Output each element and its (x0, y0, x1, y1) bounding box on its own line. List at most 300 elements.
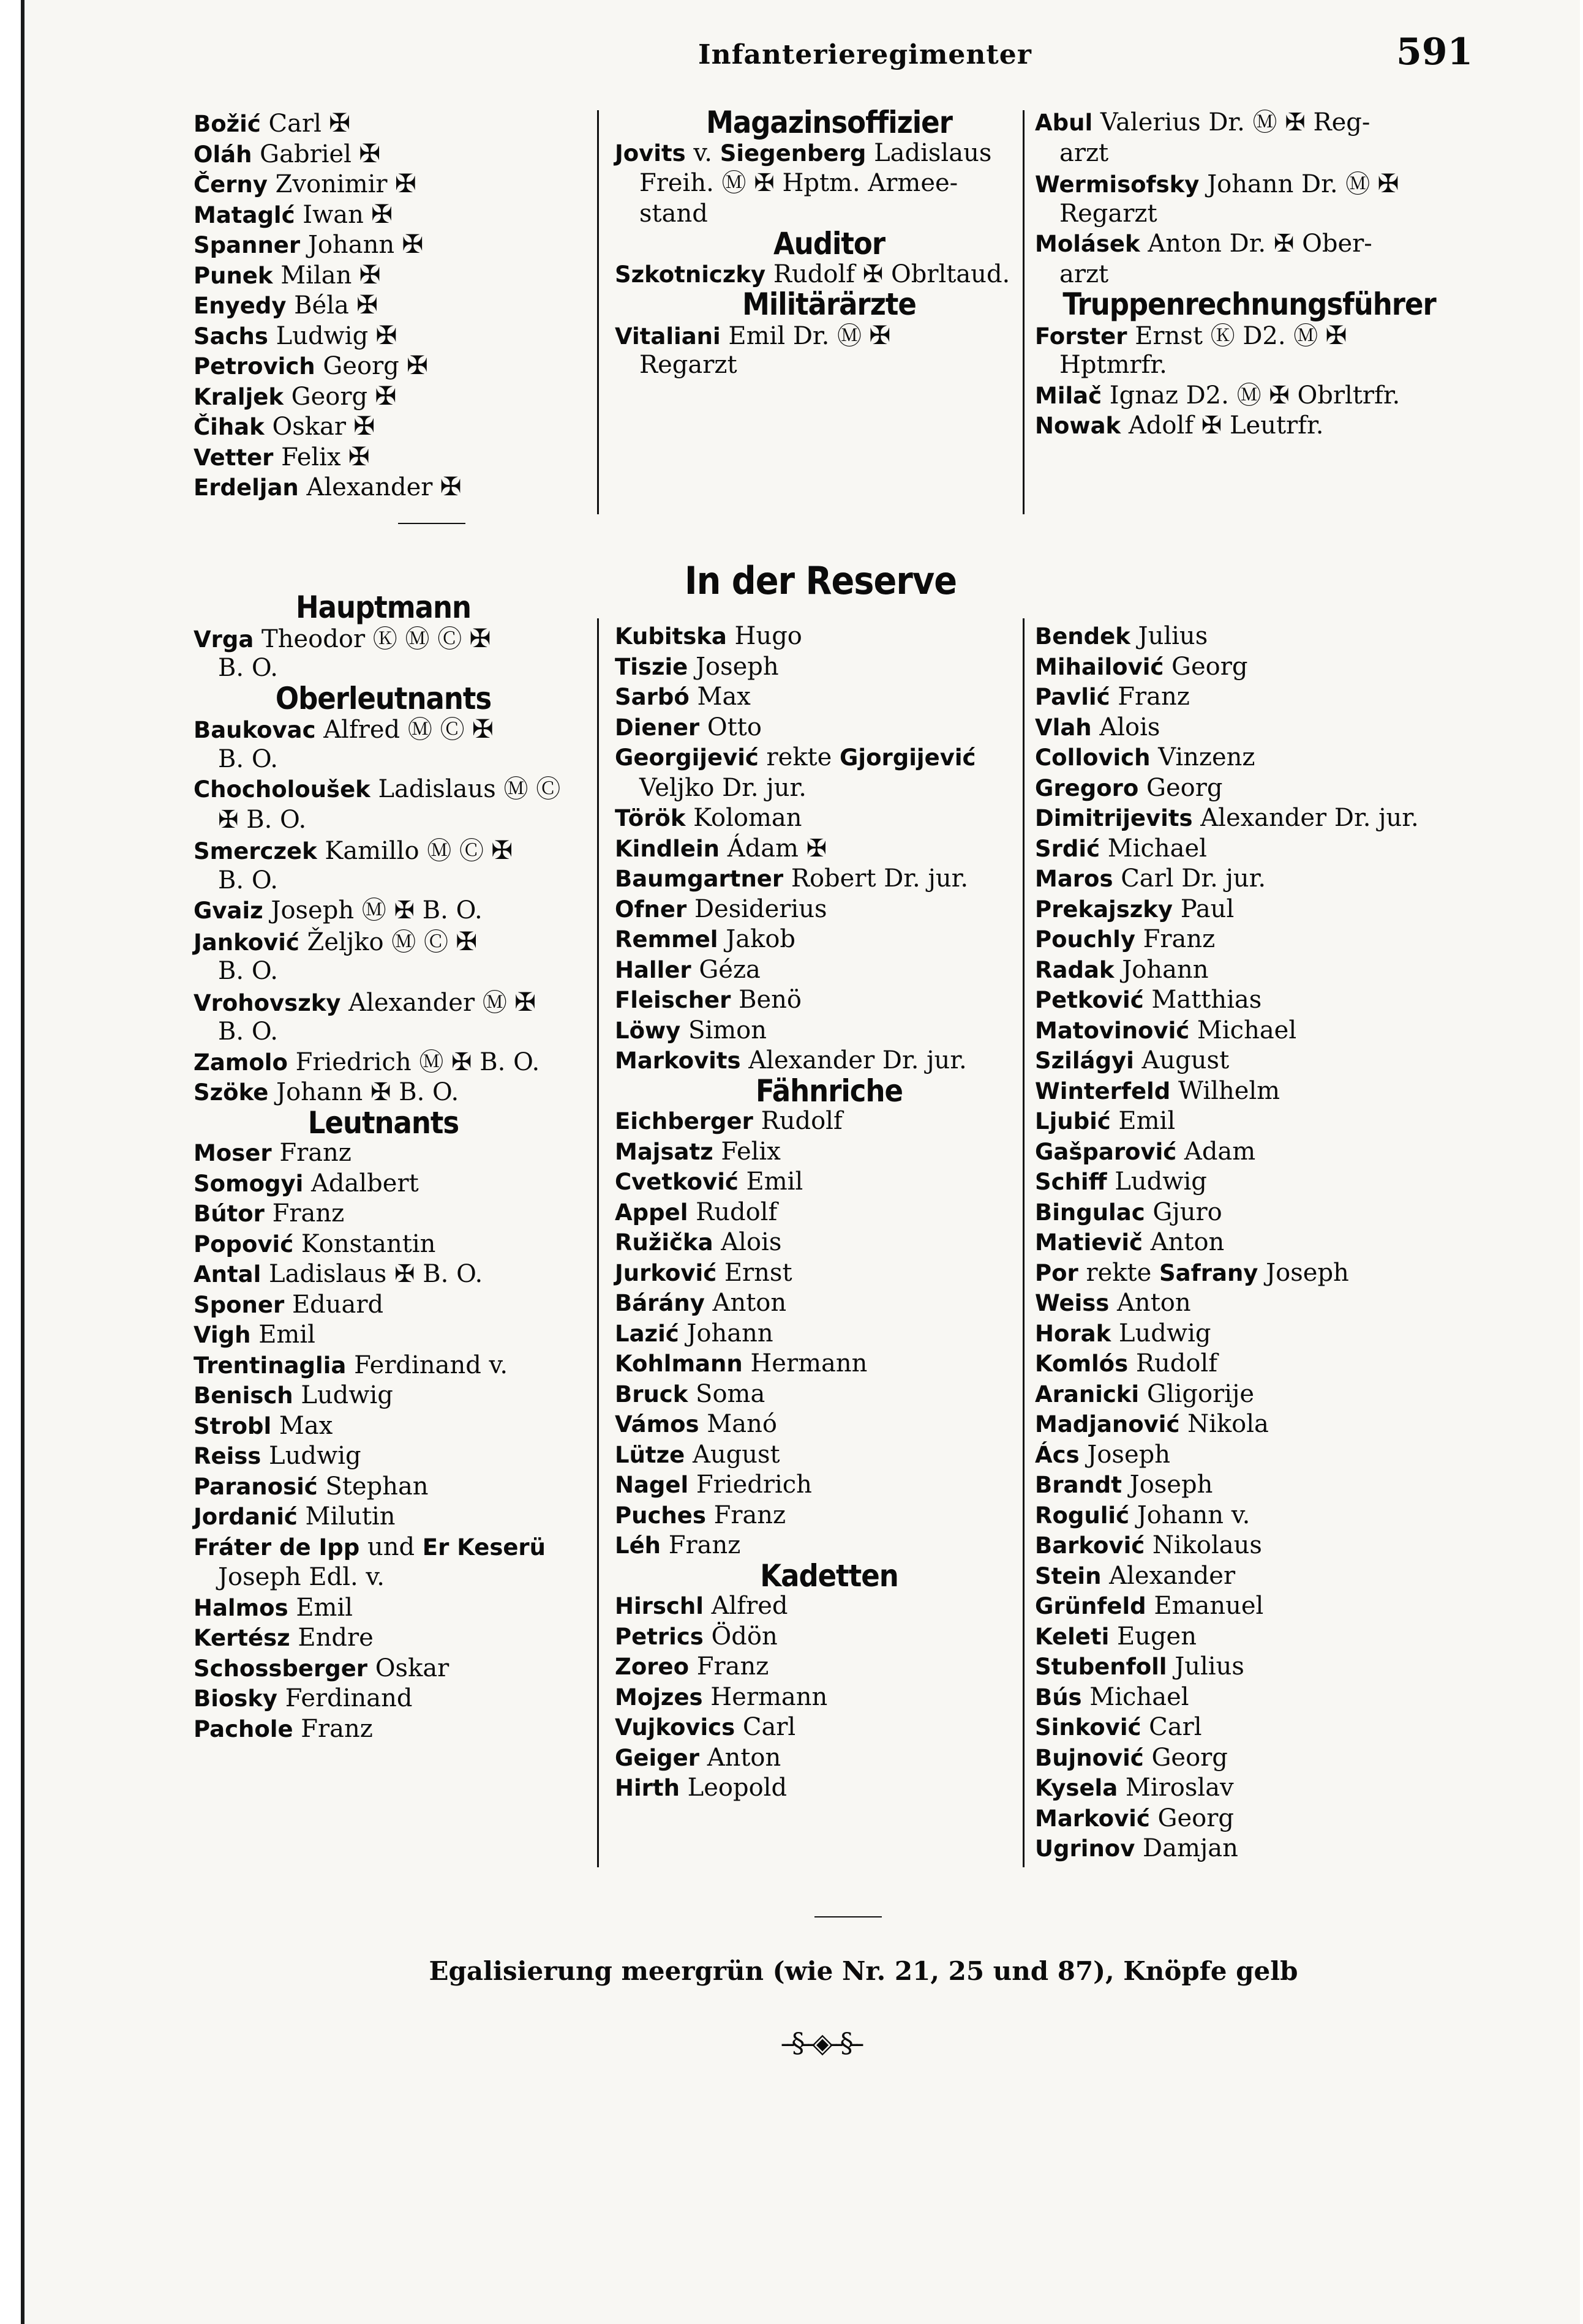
entry-detail: Željko Ⓜ Ⓒ (299, 928, 448, 956)
entry-detail: Endre (290, 1624, 374, 1652)
entry-detail: Gabriel (252, 140, 352, 168)
entry-detail: Adam (1176, 1137, 1256, 1166)
entry-surname: Baukovac (194, 717, 316, 743)
entry-detail: Hugo (726, 622, 802, 650)
entry-detail: Emil Dr. Ⓜ (720, 321, 862, 350)
entry-line (1035, 1652, 1464, 1682)
entry-line (1035, 1834, 1464, 1864)
entry-line (615, 985, 1043, 1016)
entry-line (194, 1714, 573, 1745)
reserve-heading: In der Reserve (684, 558, 957, 603)
entry-detail: B. O. (218, 1018, 278, 1046)
cross-icon: ✠ (328, 108, 351, 138)
entry-line (1035, 168, 1464, 199)
entry-detail: Joseph (1121, 1471, 1213, 1499)
spacer (194, 502, 573, 533)
entry-detail: Hptmrfr. (1059, 351, 1167, 379)
entry-surname: Aranicki (1035, 1381, 1140, 1408)
entry-surname: Smerczek (194, 838, 317, 864)
entry-surname: Madjanović (1035, 1411, 1180, 1438)
entry-line (1035, 652, 1464, 683)
entry-line (1035, 955, 1464, 986)
cross-icon: ✠ (359, 259, 381, 290)
cross-icon: ✠ (514, 986, 536, 1017)
entry-line (615, 864, 1043, 894)
entry-line (194, 411, 573, 441)
entry-surname: Marković (1035, 1805, 1150, 1832)
entry-detail: Georg (283, 382, 368, 411)
entry-detail: Matthias (1143, 986, 1262, 1014)
cross-icon: ✠ (375, 320, 397, 350)
cross-icon: ✠ (469, 623, 491, 653)
entry-surname: Er Keserü (422, 1534, 546, 1561)
entry-line (1035, 1106, 1464, 1137)
entry-detail: Theodor Ⓚ Ⓜ Ⓒ (254, 624, 462, 653)
entry-surname: Weiss (1035, 1290, 1110, 1316)
entry-detail: Alexander Dr. jur. (1192, 804, 1419, 832)
entry-surname: Božić (194, 111, 261, 137)
entry-surname: Löwy (615, 1017, 681, 1044)
entry-detail: Carl (1141, 1713, 1202, 1741)
entry-line (194, 1623, 573, 1654)
column-3-reserve (1035, 621, 1464, 1864)
entry-line (1035, 138, 1464, 169)
entry-detail: Georg (1149, 1804, 1234, 1832)
entry-surname: Gašparović (1035, 1138, 1177, 1165)
entry-line (1035, 1076, 1464, 1107)
entry-detail: Leopold (679, 1774, 788, 1802)
section-heading-militaeraerzte: Militärärzte (742, 287, 916, 322)
entry-detail: Desiderius (686, 894, 827, 923)
entry-surname: Černy (194, 171, 268, 198)
entry-line (615, 1743, 1043, 1774)
entry-detail: Franz (689, 1652, 769, 1681)
section-heading-faehnriche: Fähnriche (755, 1073, 903, 1109)
entry-line (615, 924, 1043, 955)
entry-surname: Paranosić (194, 1473, 318, 1500)
entry-detail: Johann (679, 1319, 773, 1348)
entry-line (615, 1652, 1043, 1682)
entry-line (194, 744, 573, 775)
entry-detail: Adalbert (303, 1169, 419, 1198)
running-header: Infanterieregimenter (698, 39, 1032, 70)
entry-line (1035, 1167, 1464, 1198)
entry-detail: Ernst (716, 1258, 792, 1287)
entry-surname: Stein (1035, 1562, 1102, 1589)
entry-line (194, 1684, 573, 1714)
entry-detail: Alexander Dr. jur. (740, 1046, 967, 1074)
entry-surname: Vujkovics (615, 1714, 735, 1741)
entry-detail: stand (639, 199, 708, 228)
entry-surname: Lazić (615, 1320, 679, 1347)
entry-surname: Ács (1035, 1441, 1080, 1468)
entry-detail: Soma (688, 1379, 765, 1408)
entry-detail: Konstantin (293, 1229, 436, 1258)
entry-surname: Antal (194, 1261, 261, 1288)
entry-detail: Ludwig (1111, 1319, 1211, 1348)
entry-detail: arzt (1059, 138, 1109, 167)
cross-icon: ✠ (1377, 168, 1399, 198)
entry-surname: Horak (1035, 1320, 1111, 1347)
entry-surname: Eichberger (615, 1108, 753, 1134)
entry-line (615, 682, 1043, 713)
entry-detail: Anton (1143, 1228, 1225, 1256)
cross-icon: ✠ (472, 714, 494, 744)
entry-line (1035, 1712, 1464, 1743)
entry-line (194, 381, 573, 411)
entry-line (1035, 924, 1464, 955)
entry-line (1035, 834, 1464, 864)
entry-detail: Ignaz D2. Ⓜ ✠ Obrltrfr. (1102, 381, 1401, 410)
short-rule-bottom (814, 1916, 882, 1917)
entry-line (615, 1016, 1043, 1046)
entry-surname: Biosky (194, 1685, 278, 1712)
entry-surname: Pouchly (1035, 926, 1135, 953)
entry-surname: Strobl (194, 1412, 272, 1439)
entry-line (1035, 1198, 1464, 1228)
entry-surname: Ružička (615, 1229, 713, 1256)
entry-surname: Chocholoušek (194, 776, 370, 803)
entry-surname: Bendek (1035, 623, 1130, 650)
entry-detail: Joseph (688, 652, 779, 681)
entry-detail: Gligorije (1139, 1379, 1255, 1408)
entry-detail: Paul (1173, 894, 1235, 923)
entry-detail: Koloman (685, 804, 802, 832)
entry-line (1035, 985, 1464, 1016)
entry-surname: Szkotniczky (615, 261, 766, 288)
entry-line (194, 441, 573, 472)
entry-detail: Michael (1100, 834, 1207, 863)
entry-line (194, 471, 573, 502)
entry-detail: Ludwig (261, 1442, 361, 1470)
entry-detail: Franz (271, 1139, 352, 1167)
entry-detail: Eugen (1109, 1622, 1197, 1651)
entry-detail: Alfred (703, 1592, 788, 1620)
cross-icon: ✠ (370, 198, 393, 229)
entry-detail: Anton (704, 1289, 787, 1317)
entry-line (194, 260, 573, 290)
entry-line (1035, 229, 1464, 260)
section-heading-oberleutnants: Oberleutnants (275, 680, 492, 716)
entry-line (194, 1411, 573, 1442)
entry-surname: Siegenberg (720, 140, 867, 167)
entry-surname: Vámos (615, 1411, 699, 1438)
entry-surname: Prekajszky (1035, 896, 1173, 923)
entry-surname: Collovich (1035, 744, 1151, 771)
entry-detail: Joseph (1258, 1258, 1349, 1287)
facing-note: Egalisierung meergrün (wie Nr. 21, 25 und 87), Knöpfe gelb (429, 1956, 1298, 1986)
entry-line (1035, 1622, 1464, 1652)
entry-line (1035, 1804, 1464, 1834)
entry-surname: Hirth (615, 1775, 680, 1801)
entry-line (194, 1169, 573, 1199)
entry-surname: Fráter de Ipp (194, 1534, 360, 1561)
entry-surname: Vrga (194, 626, 254, 653)
entry-line (1035, 621, 1464, 652)
entry-surname: Rogulić (1035, 1502, 1130, 1529)
entry-detail: Ádam ✠ (719, 834, 827, 863)
entry-detail: Joseph Ⓜ ✠ B. O. (263, 896, 483, 924)
column-2-reserve (615, 621, 1043, 1804)
entry-surname: Hirschl (615, 1593, 704, 1619)
entry-line (615, 1773, 1043, 1804)
entry-line (194, 896, 573, 926)
entry-line (194, 866, 573, 896)
entry-detail: Oskar (367, 1654, 449, 1682)
entry-detail: Anton (1109, 1289, 1191, 1317)
entry-detail: Ladislaus (866, 138, 992, 167)
entry-surname: Bús (1035, 1684, 1082, 1711)
entry-surname: Haller (615, 956, 691, 983)
cross-icon: ✠ (356, 290, 378, 320)
cross-icon: ✠ (440, 471, 462, 501)
entry-line (615, 1319, 1043, 1349)
entry-surname: Spanner (194, 232, 301, 258)
entry-surname: Szilágyi (1035, 1048, 1134, 1074)
entry-line (1035, 1046, 1464, 1076)
column-rule-1-bottom (597, 618, 599, 1867)
entry-detail: Milutin (297, 1502, 396, 1531)
entry-line (615, 955, 1043, 986)
entry-line (615, 1531, 1043, 1561)
entry-detail: Alexander Ⓜ (340, 988, 507, 1017)
entry-surname: Somogyi (194, 1170, 304, 1197)
entry-detail: Johann Dr. Ⓜ (1199, 170, 1371, 198)
entry-line (1035, 682, 1464, 713)
entry-line (194, 1259, 573, 1290)
entry-detail: Emil (288, 1593, 353, 1622)
entry-detail: rekte (758, 743, 840, 771)
entry-detail: Franz (705, 1501, 786, 1529)
entry-line (615, 1137, 1043, 1168)
entry-surname: Mihailović (1035, 653, 1164, 680)
entry-detail: Carl (260, 110, 321, 138)
entry-detail: Hermann (702, 1682, 828, 1711)
entry-line (194, 108, 573, 138)
entry-surname: Popović (194, 1231, 294, 1258)
entry-detail: Ludwig (1107, 1168, 1207, 1196)
entry-surname: Janković (194, 929, 299, 956)
entry-surname: Reiss (194, 1443, 261, 1469)
entry-detail: Emil (250, 1321, 315, 1349)
entry-line (615, 199, 1043, 230)
entry-line (194, 1017, 573, 1048)
entry-detail: Damjan (1135, 1834, 1238, 1862)
entry-line (615, 1167, 1043, 1198)
section-heading-auditor: Auditor (773, 226, 886, 261)
entry-detail: Georg (1143, 1743, 1228, 1772)
entry-detail: Johann v. (1129, 1501, 1250, 1529)
entry-line (194, 350, 573, 381)
entry-detail: B. O. (218, 957, 278, 985)
entry-detail: Ferdinand (277, 1684, 413, 1712)
entry-surname: Jovits (615, 140, 686, 167)
entry-surname: Gvaiz (194, 898, 263, 924)
entry-line (194, 229, 573, 260)
entry-line (615, 1349, 1043, 1379)
entry-line (1035, 411, 1464, 441)
entry-detail: Felix (273, 443, 341, 471)
entry-detail: Alfred Ⓜ Ⓒ (315, 716, 465, 744)
entry-surname: Srdić (1035, 835, 1100, 862)
entry-surname: Molásek (1035, 231, 1140, 257)
entry-line (1035, 1349, 1464, 1379)
entry-line (615, 621, 1043, 652)
entry-line (615, 1046, 1043, 1076)
entry-detail: und (359, 1532, 423, 1561)
entry-surname: Matievič (1035, 1229, 1143, 1256)
entry-line (1035, 1228, 1464, 1258)
entry-line (1035, 1319, 1464, 1349)
entry-detail: Joseph (1079, 1440, 1170, 1469)
entry-line (615, 168, 1043, 199)
entry-line (194, 1654, 573, 1684)
entry-detail: Julius (1167, 1652, 1244, 1681)
entry-surname: Zoreo (615, 1654, 690, 1680)
entry-line (615, 350, 1043, 381)
entry-surname: Kertész (194, 1625, 290, 1651)
entry-detail: Emanuel (1146, 1592, 1264, 1620)
column-rule-1-top (597, 110, 599, 514)
entry-detail: Otto (699, 713, 762, 741)
entry-detail: Ernst Ⓚ D2. Ⓜ (1127, 321, 1318, 350)
entry-detail: ✠ B. O. (218, 805, 307, 834)
entry-line (194, 1502, 573, 1532)
entry-detail: Freih. Ⓜ ✠ Hptm. Armee- (639, 169, 958, 197)
entry-surname: Enyedy (194, 293, 287, 319)
entry-detail: Adolf ✠ Leutrfr. (1121, 411, 1324, 440)
entry-detail: rekte (1078, 1258, 1160, 1287)
entry-detail: Johann ✠ B. O. (268, 1078, 459, 1106)
cross-icon: ✠ (394, 168, 416, 198)
entry-surname: Nagel (615, 1472, 689, 1498)
entry-detail: Regarzt (1059, 199, 1157, 228)
entry-surname: Georgijević (615, 744, 759, 771)
entry-line (194, 1351, 573, 1381)
cross-icon: ✠ (491, 835, 513, 865)
entry-surname: Gjorgijević (840, 744, 976, 771)
entry-surname: Fleischer (615, 987, 731, 1013)
entry-detail: Benö (731, 986, 802, 1014)
entry-surname: Sarbó (615, 684, 690, 710)
entry-surname: Erdeljan (194, 474, 299, 501)
entry-detail: Robert Dr. jur. (783, 864, 969, 893)
entry-line (194, 1593, 573, 1624)
entry-detail: Vinzenz (1150, 743, 1255, 771)
entry-surname: Léh (615, 1532, 661, 1559)
entry-detail: arzt (1059, 260, 1109, 288)
entry-detail: Johann (300, 231, 395, 259)
entry-line (1035, 320, 1464, 351)
entry-surname: Cvetković (615, 1169, 739, 1195)
entry-line (1035, 1288, 1464, 1319)
entry-line (1035, 1440, 1464, 1471)
entry-detail: Rudolf ✠ Obrltaud. (765, 260, 1010, 288)
entry-surname: Pavlić (1035, 684, 1110, 710)
entry-line (194, 138, 573, 169)
entry-surname: Punek (194, 262, 273, 289)
entry-detail: Ladislaus ✠ B. O. (261, 1260, 483, 1288)
entry-detail: Géza (691, 955, 761, 984)
entry-surname: Bárány (615, 1290, 705, 1316)
entry-line (1035, 260, 1464, 290)
entry-detail: Franz (1135, 925, 1216, 953)
entry-line (194, 774, 573, 805)
entry-line (1035, 713, 1464, 743)
entry-line (194, 1441, 573, 1472)
entry-detail: Franz (661, 1531, 741, 1559)
entry-line (194, 1048, 573, 1078)
entry-surname: Sponer (194, 1291, 285, 1318)
entry-surname: Petković (1035, 987, 1144, 1013)
entry-surname: Wermisofsky (1035, 171, 1200, 198)
entry-line (615, 834, 1043, 864)
cross-icon: ✠ (358, 138, 381, 168)
entry-surname: Tiszie (615, 653, 688, 680)
entry-surname: Diener (615, 714, 700, 741)
entry-detail: Oskar (264, 413, 347, 441)
entry-line (615, 743, 1043, 773)
entry-surname: Vitaliani (615, 323, 721, 350)
ornament-divider: ‐‐§‐‐◈‐‐§‐‐ (780, 2028, 861, 2059)
entry-surname: Puches (615, 1502, 706, 1529)
cross-icon: ✠ (353, 411, 375, 441)
entry-line (194, 199, 573, 230)
entry-detail: Michael (1189, 1016, 1297, 1044)
entry-detail: Ludwig (268, 321, 369, 350)
entry-surname: Gregoro (1035, 774, 1139, 801)
entry-detail: Alexander (298, 473, 433, 501)
entry-surname: Török (615, 805, 686, 831)
entry-surname: Stubenfoll (1035, 1654, 1167, 1680)
entry-line (615, 1440, 1043, 1471)
entry-line (615, 713, 1043, 743)
entry-surname: Vlah (1035, 714, 1092, 741)
entry-line (194, 623, 573, 654)
entry-line (194, 290, 573, 320)
entry-detail: Iwan (295, 200, 364, 229)
entry-surname: Schiff (1035, 1169, 1107, 1195)
entry-line (194, 1138, 573, 1169)
entry-surname: Brandt (1035, 1472, 1122, 1498)
spacer (194, 563, 573, 593)
entry-surname: Lütze (615, 1441, 685, 1468)
entry-surname: Sinković (1035, 1714, 1141, 1741)
entry-line (1035, 1501, 1464, 1531)
entry-detail: Manó (699, 1410, 777, 1438)
entry-line (1035, 1379, 1464, 1410)
entry-surname: Vrohovszky (194, 989, 341, 1016)
entry-detail: v. (685, 138, 720, 167)
entry-detail: B. O. (218, 866, 278, 894)
entry-detail: Miroslav (1118, 1774, 1234, 1802)
entry-surname: Schossberger (194, 1655, 368, 1682)
entry-detail: Ferdinand v. (346, 1351, 508, 1379)
entry-surname: Remmel (615, 926, 718, 953)
section-heading-kadetten: Kadetten (760, 1557, 898, 1594)
entry-detail: Max (271, 1411, 333, 1440)
entry-surname: Jurković (615, 1259, 717, 1286)
entry-surname: Geiger (615, 1744, 699, 1771)
entry-detail: Alois (713, 1228, 782, 1256)
entry-line (615, 1501, 1043, 1531)
entry-surname: Vigh (194, 1322, 251, 1348)
entry-surname: Milač (1035, 382, 1102, 409)
entry-surname: Bruck (615, 1381, 688, 1408)
entry-surname: Markovits (615, 1048, 741, 1074)
entry-detail: Franz (1110, 683, 1190, 711)
entry-detail: Wilhelm (1170, 1076, 1280, 1105)
